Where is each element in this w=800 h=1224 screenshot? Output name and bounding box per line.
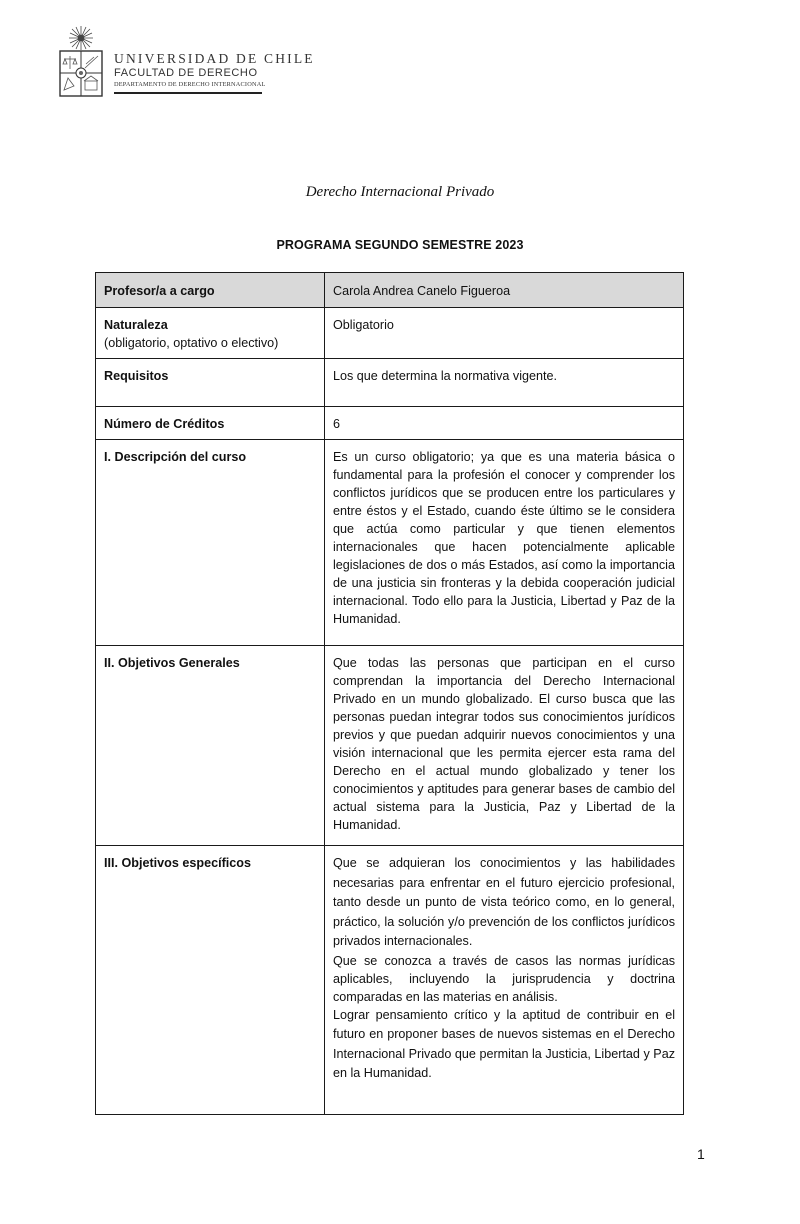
row-value: 6 (325, 407, 684, 440)
table-row-general-objectives (96, 646, 684, 846)
row-value: Que todas las personas que participan en el curso comprendan la importancia del Derecho Internacional Privado en un mundo globalizado. El curso busca que las personas puedan integrar todos sus conocimientos jurídicos previos y que puedan adquirir nuevos conocimientos y una visión internacional que les permita ejercer esta rama del Derecho en el actual mundo globalizado y tener los conocimientos y aptitudes para generar bases de cambio del actual sistema para la Justicia, Paz y Libertad de la Humanidad. (325, 646, 684, 846)
department-name: DEPARTAMENTO DE DERECHO INTERNACIONAL (114, 81, 266, 88)
document-title: Derecho Internacional Privado (305, 184, 495, 200)
objective-paragraph: Que se adquieran los conocimientos y las habilidades necesarias para enfrentar en el futuro ejercicio profesional, tanto desde un punto de vista teórico como, en lo general, práctico, la solución y/o prevención de los conflictos jurídicos privados internacionales. (333, 856, 675, 948)
row-value: Carola Andrea Canelo Figueroa (325, 273, 684, 308)
objective-paragraph: Que se conozca a través de casos las normas jurídicas aplicables, incluyendo la jurisprudencia y doctrina comparadas en las materias en análisis. (333, 953, 675, 1004)
table-row-description (96, 440, 684, 646)
letterhead-text (114, 52, 315, 94)
letterhead (58, 26, 315, 100)
university-name: UNIVERSIDAD DE CHILE (114, 51, 315, 66)
row-value: Obligatorio (325, 308, 684, 359)
row-label: II. Objetivos Generales (96, 646, 325, 846)
row-label: I. Descripción del curso (96, 440, 325, 646)
faculty-name: FACULTAD DE DERECHO (114, 67, 258, 79)
row-label: III. Objetivos específicos (96, 846, 325, 1115)
letterhead-rule (114, 92, 262, 94)
row-label: Naturaleza (104, 318, 168, 332)
objective-paragraph: Lograr pensamiento crítico y la aptitud de contribuir en el futuro en proponer bases de nuevos sistemas en el Derecho Internacional Privado que permitan la Justicia, Libertad y Paz en la Humanidad. (333, 1007, 675, 1080)
university-crest-icon (58, 26, 104, 98)
row-label: Profesor/a a cargo (96, 273, 325, 308)
row-value: Es un curso obligatorio; ya que es una materia básica o fundamental para la profesión el conocer y comprender los conflictos jurídicos que se producen entre los particulares y entre éstos y el Estado, cuando éste último se le considera que actúa como particular y que tienen elementos internacionales que hacen potencialmente aplicable legislaciones de dos o más Estados, así como la importancia de una justicia sin fronteras y la debida cooperación judicial internacional. Todo ello para la Justicia, Libertad y Paz de la Humanidad. (325, 440, 684, 646)
row-label: Requisitos (96, 359, 325, 407)
row-label-note: (obligatorio, optativo o electivo) (104, 336, 279, 350)
table-row-nature (96, 308, 684, 359)
row-label: Número de Créditos (96, 407, 325, 440)
table-row-requirements (96, 359, 684, 407)
row-value (325, 846, 684, 1115)
page-number: 1 (697, 1146, 705, 1162)
table-row-credits (96, 407, 684, 440)
row-value: Los que determina la normativa vigente. (325, 359, 684, 407)
program-table (95, 272, 684, 1115)
document-subtitle: PROGRAMA SEGUNDO SEMESTRE 2023 (276, 238, 524, 252)
row-label-cell (96, 308, 325, 359)
table-row-professor (96, 273, 684, 308)
table-row-specific-objectives (96, 846, 684, 1115)
